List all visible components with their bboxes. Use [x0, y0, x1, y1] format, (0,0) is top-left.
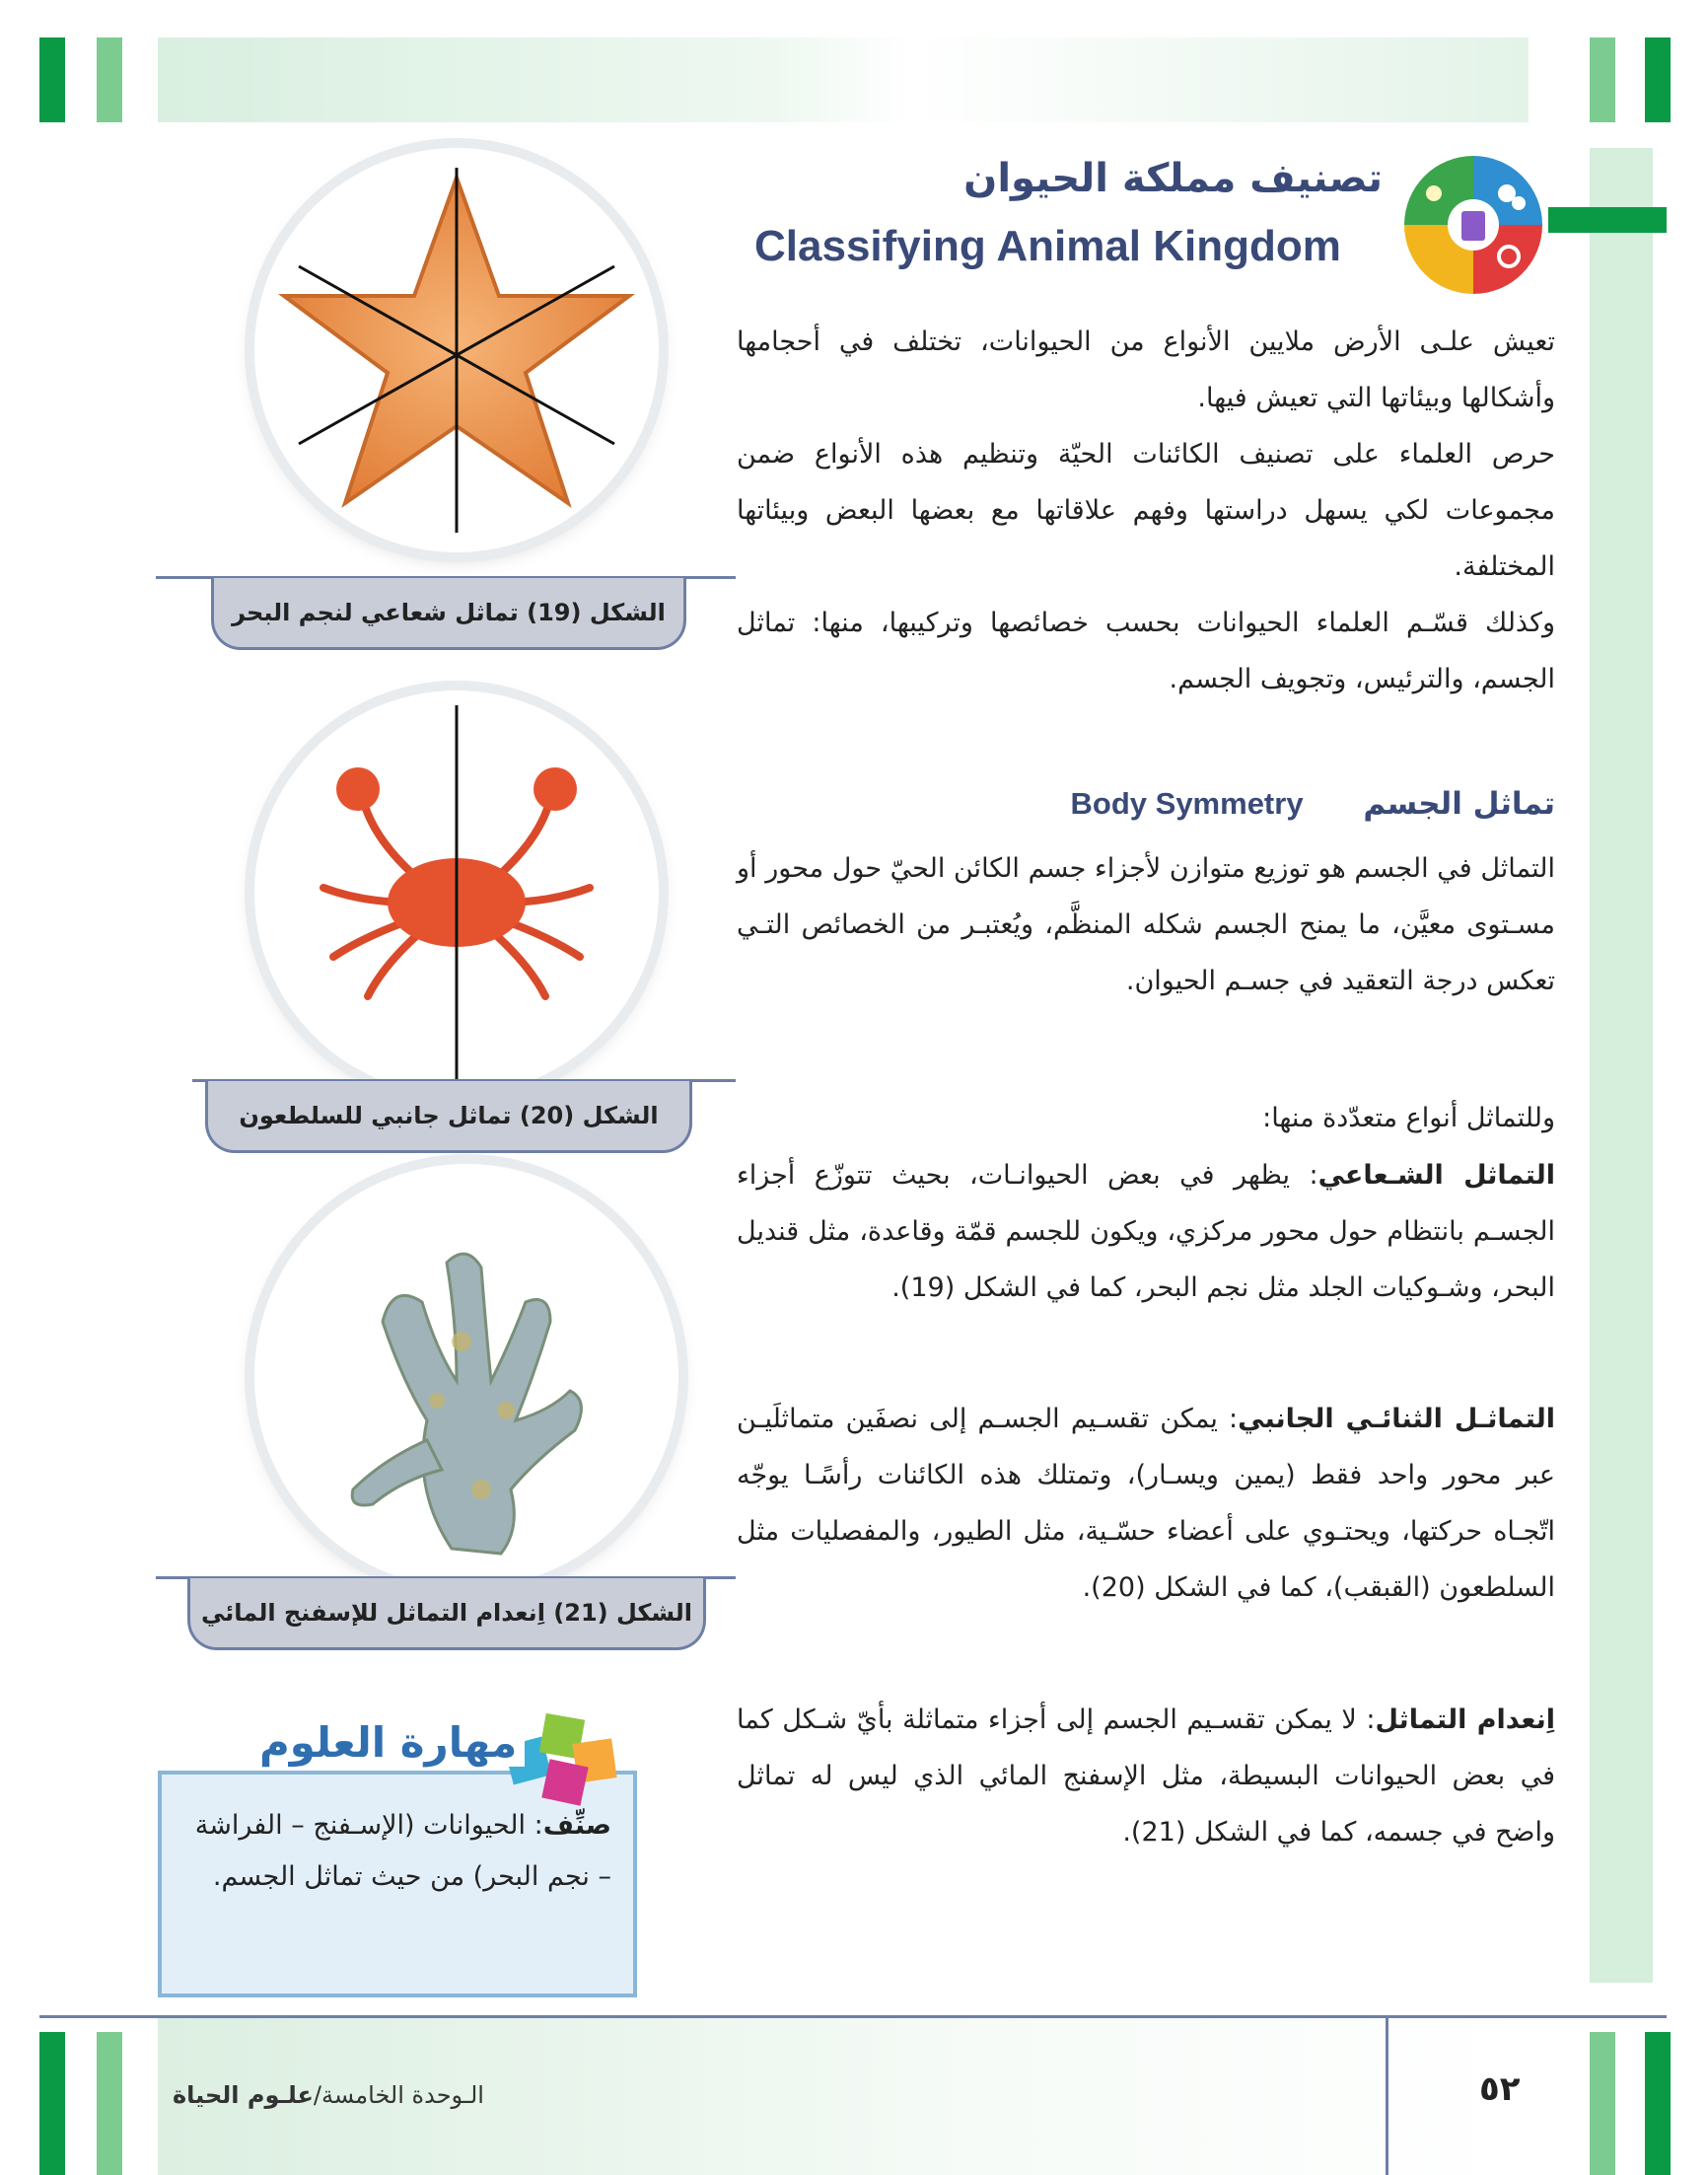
- skill-body: : الحيوانات (الإسـفنج – الفراشة – نجم البحر) من حيث تماثل الجسم.: [194, 1810, 611, 1892]
- intro-paragraph-2: حرص العلماء على تصنيف الكائنات الحيّة وتنظيم هذه الأنواع ضمن مجموعات لكي يسهل دراستها وفهم علاقاتها مع بعضها البعض وبيئاتها المختلفة.: [737, 439, 1555, 582]
- section-heading-arabic: تماثل الجسم: [1363, 786, 1555, 822]
- bilateral-text: : يمكن تقسـيم الجسـم إلى نصفَين متماثلَيـن عبر محور واحد فقط (يمين ويسـار)، وتمتلك هذه الكائنات رأسًـا يوجّه اتّجـاه حركتها، ويحتـوي على أعضاء حسّـية، مثل الطيور، والمفصليات مثل السلطعون (القبقب)، كما في الشكل (20).: [737, 1404, 1555, 1603]
- starfish-image: [254, 148, 659, 552]
- section-heading-body-symmetry: [1071, 786, 1555, 822]
- bilateral-term: التماثـل الثنائـي الجانبي: [1238, 1404, 1555, 1434]
- bottom-right-bar-light: [1590, 2032, 1615, 2175]
- asymmetry-text: : لا يمكن تقسـيم الجسم إلى أجزاء متماثلة بأيّ شـكل كما في بعض الحيوانات البسيطة، مثل الإسفنج المائي الذي ليس له تماثل واضح في جسمه، كما في الشكل (21).: [737, 1704, 1555, 1848]
- skills-wheel-icon: [1398, 150, 1548, 300]
- fig21-caption: الشكل (21) اِنعدام التماثل للإسفنج المائي: [187, 1578, 706, 1650]
- footer-unit-label: [173, 2081, 484, 2109]
- radial-symmetry-paragraph: [737, 1147, 1555, 1316]
- top-right-bar-light: [1590, 37, 1615, 122]
- top-right-bar-dark: [1645, 37, 1671, 122]
- intro-paragraph-1: تعيش علـى الأرض ملايين الأنواع من الحيوانات، تختلف في أحجامها وأشكالها وبيئاتها التي تعيش فيها.: [737, 326, 1555, 413]
- top-left-bar-dark: [39, 37, 65, 122]
- page-title-arabic: تصنيف مملكة الحيوان: [963, 156, 1383, 201]
- science-skill-text: [178, 1800, 611, 1903]
- footer-top-rule: [39, 2015, 1667, 2018]
- bilateral-symmetry-paragraph: [737, 1391, 1555, 1616]
- intro-paragraph-3: وكذلك قسّـم العلماء الحيوانات بحسب خصائصها وتركيبها، منها: تماثل الجسم، والترئيس، وتجويف الجسم.: [737, 608, 1555, 694]
- science-skill-title: مهارة العلوم: [251, 1718, 525, 1767]
- footer-divider: [1386, 2017, 1388, 2175]
- radial-term: التماثل الشـعاعي: [1317, 1160, 1555, 1191]
- sponge-image: [254, 1164, 678, 1588]
- asymmetry-term: اِنعدام التماثل: [1375, 1704, 1555, 1735]
- crab-figure: [254, 690, 659, 1095]
- radial-text: : يظهر في بعض الحيوانـات، بحيث تتوزّع أجزاء الجسـم بانتظام حول محور مركزي، ويكون للجسم قمّة وقاعدة، مثل قنديل البحر، وشـوكيات الجلد مثل نجم البحر، كما في الشكل (19).: [737, 1160, 1555, 1303]
- right-margin-column: [1590, 148, 1653, 1983]
- starfish-figure: [254, 148, 659, 552]
- footer-unit: الـوحدة الخامسة/: [313, 2081, 484, 2109]
- top-banner: [158, 37, 1529, 122]
- fig19-caption: الشكل (19) تماثل شعاعي لنجم البحر: [211, 578, 686, 650]
- symmetry-definition: التماثل في الجسم هو توزيع متوازن لأجزاء جسم الكائن الحيّ حول محور أو مسـتوى معيَّن، ما يمنح الجسم شكله المنظَّم، ويُعتبـر من الخصائص التـي تعكس درجة التعقيد في جسـم الحيوان.: [737, 853, 1555, 996]
- bottom-right-bar-dark: [1645, 2032, 1671, 2175]
- page-title-english: Classifying Animal Kingdom: [754, 222, 1341, 270]
- bottom-left-bar-dark: [39, 2032, 65, 2175]
- footer-subject: علـوم الحياة: [173, 2081, 314, 2109]
- title-accent-bar: [1548, 207, 1667, 233]
- section-heading-english: Body Symmetry: [1070, 786, 1304, 821]
- asymmetry-paragraph: [737, 1692, 1555, 1860]
- symmetry-types-intro: وللتماثل أنواع متعدّدة منها:: [1262, 1103, 1555, 1133]
- bottom-left-bar-light: [97, 2032, 122, 2175]
- crab-image: [254, 690, 659, 1095]
- top-left-bar-light: [97, 37, 122, 122]
- fig20-caption: الشكل (20) تماثل جانبي للسلطعون: [205, 1081, 692, 1153]
- page-number: ٥٢: [1479, 2069, 1521, 2109]
- skill-term: صنِّف: [542, 1810, 611, 1841]
- sponge-figure: [254, 1164, 678, 1588]
